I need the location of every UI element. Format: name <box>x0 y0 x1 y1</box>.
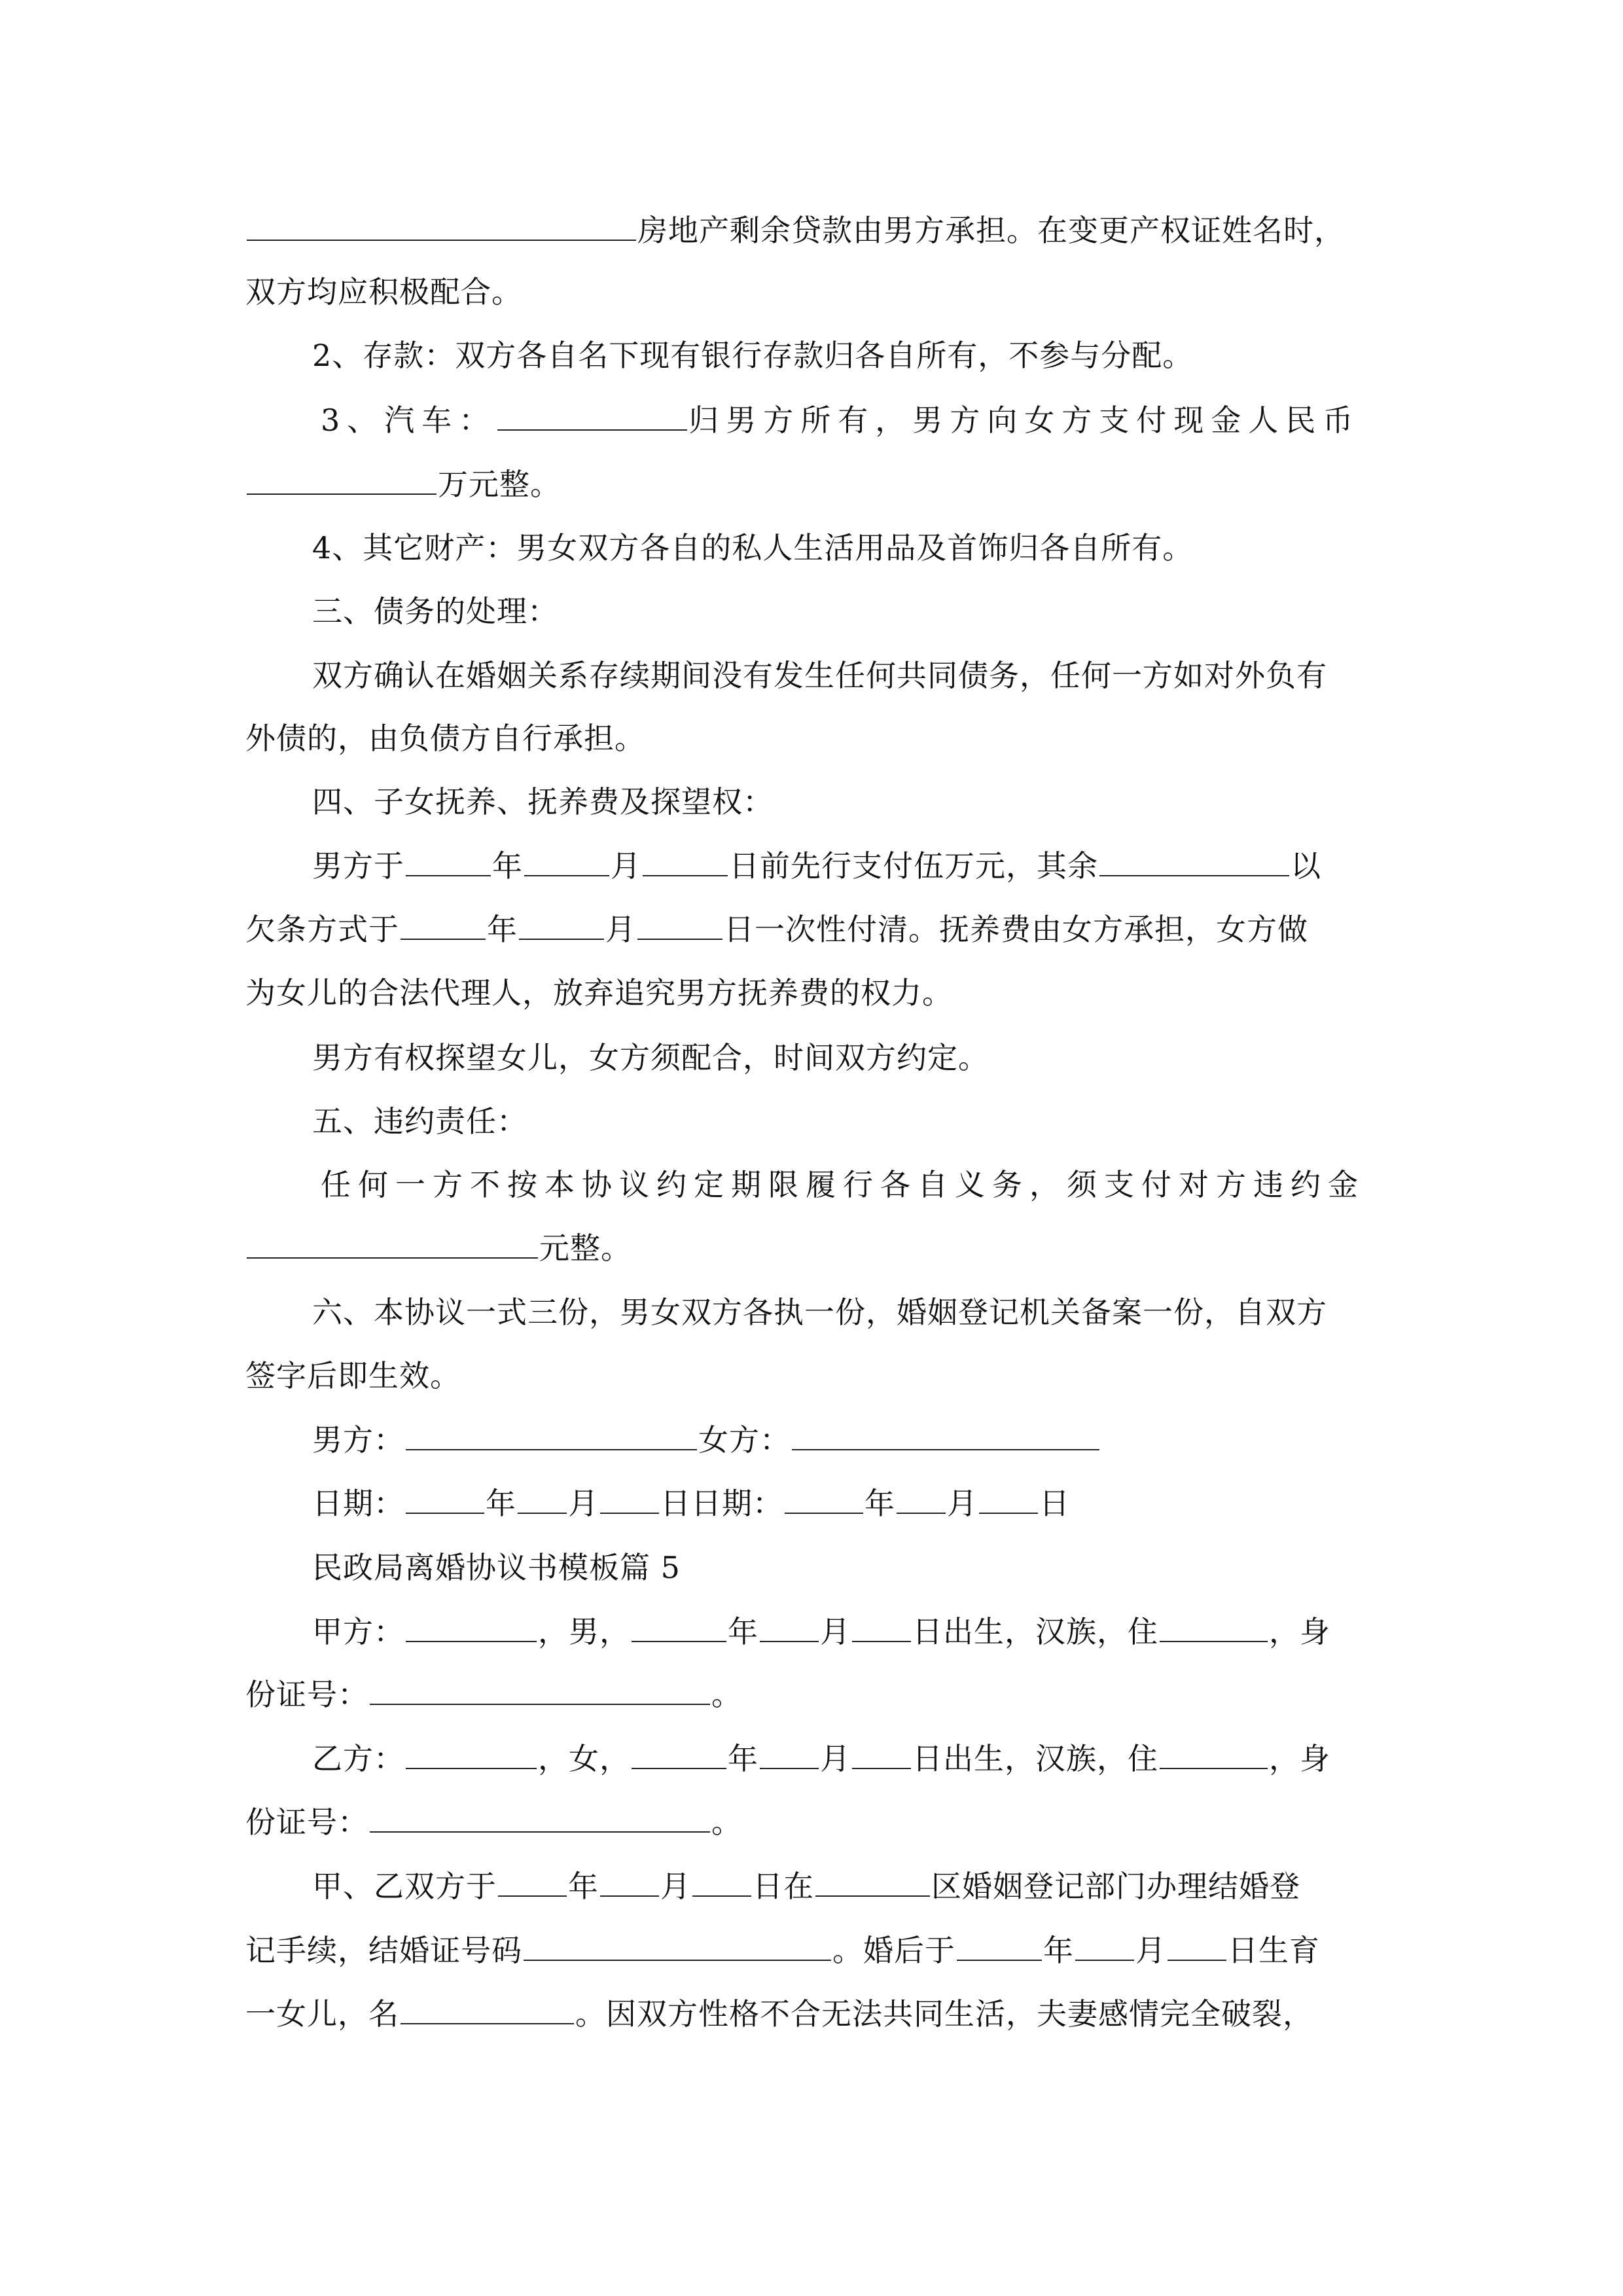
blank-field <box>406 1479 484 1514</box>
para-line-16: 任何一方不按本协议约定期限履行各自义务，须支付对方违约金 <box>321 1167 1365 1202</box>
para-line-17: 元整。 <box>245 1222 632 1274</box>
blank-field <box>760 1734 819 1769</box>
blank-field <box>600 1861 659 1897</box>
blank-field <box>643 841 728 876</box>
para-line-14: 男方有权探望女儿，女方须配合，时间双方约定。 <box>312 1040 989 1075</box>
blank-field <box>979 1479 1038 1514</box>
party-b-line: 乙方： ，女， 年 月 日出生，汉族，住 ，身 <box>312 1732 1330 1785</box>
blank-field <box>406 1734 537 1769</box>
blank-field <box>1168 1926 1226 1961</box>
blank-field <box>519 905 604 940</box>
blank-field <box>370 1797 710 1833</box>
blank-field <box>632 1734 726 1769</box>
blank-field <box>406 1607 537 1642</box>
signature-blank-female <box>792 1415 1099 1450</box>
blank-field <box>524 841 609 876</box>
para-line-3: 2、存款：双方各自名下现有银行存款归各自所有，不参与分配。 <box>312 338 1194 373</box>
para-line-9: 外债的，由负债方自行承担。 <box>245 721 645 756</box>
blank-field <box>1160 1607 1268 1642</box>
para-line-12: 欠条方式于 年 月 日一次性付清。抚养费由女方承担，女方做 <box>245 903 1308 956</box>
blank-field <box>518 1479 567 1514</box>
party-a-id-line: 份证号： 。 <box>245 1668 742 1721</box>
para-line-28: 记手续，结婚证号码 。婚后于 年 月 日生育 <box>245 1924 1320 1977</box>
blank-field <box>370 1670 710 1705</box>
party-a-line: 甲方： ，男， 年 月 日出生，汉族，住 ，身 <box>312 1605 1330 1658</box>
blank-field <box>498 1861 567 1897</box>
section-heading-children: 四、子女抚养、抚养费及探望权： <box>312 784 774 819</box>
para-line-18: 六、本协议一式三份，男女双方各执一份，婚姻登记机关备案一份，自双方 <box>312 1295 1327 1330</box>
blank-field <box>247 459 437 495</box>
para-line-27: 甲、乙双方于 年 月 日在 区婚姻登记部门办理结婚登 <box>312 1860 1300 1912</box>
signature-line: 男方： 女方： <box>312 1414 1101 1466</box>
para-line-2: 双方均应积极配合。 <box>245 274 522 310</box>
section-heading-debts: 三、债务的处理： <box>312 594 558 629</box>
template-title: 民政局离婚协议书模板篇 5 <box>312 1550 681 1585</box>
para-line-8: 双方确认在婚姻关系存续期间没有发生任何共同债务，任何一方如对外负有 <box>312 658 1327 693</box>
blank-field <box>1075 1926 1134 1961</box>
blank-field <box>247 1223 538 1259</box>
blank-field <box>401 905 486 940</box>
blank-field <box>852 1607 911 1642</box>
date-line: 日期： 年 月 日日期： 年 月 日 <box>312 1477 1070 1530</box>
blank-field <box>637 905 722 940</box>
blank-field <box>247 206 636 241</box>
para-line-6: 4、其它财产：男女双方各自的私人生活用品及首饰归各自所有。 <box>312 530 1194 565</box>
para-line-5: 万元整。 <box>245 458 561 511</box>
para-line-4: 3、汽车： 归男方所有，男方向女方支付现金人民币 <box>321 394 1360 446</box>
blank-field <box>957 1926 1042 1961</box>
party-b-id-line: 份证号： 。 <box>245 1796 742 1848</box>
para-line-13: 为女儿的合法代理人，放弃追究男方抚养费的权力。 <box>245 975 953 1011</box>
blank-field <box>401 1989 574 2024</box>
para-line-19: 签字后即生效。 <box>245 1358 461 1393</box>
section-heading-breach: 五、违约责任： <box>312 1103 527 1139</box>
blank-field <box>1099 841 1289 876</box>
para-line-11: 男方于 年 月 日前先行支付伍万元，其余 以 <box>312 840 1321 892</box>
blank-field <box>897 1479 946 1514</box>
blank-field <box>760 1607 819 1642</box>
blank-field <box>524 1926 831 1961</box>
blank-field <box>785 1479 863 1514</box>
blank-field <box>497 395 687 431</box>
blank-field <box>1160 1734 1268 1769</box>
blank-field <box>406 841 491 876</box>
para-line-1: 房地产剩余贷款由男方承担。在变更产权证姓名时， <box>245 204 1345 257</box>
signature-blank-male <box>406 1415 697 1450</box>
blank-field <box>852 1734 911 1769</box>
blank-field <box>600 1479 659 1514</box>
blank-field <box>815 1861 930 1897</box>
para-line-29: 一女儿，名 。因双方性格不合无法共同生活，夫妻感情完全破裂， <box>245 1988 1313 2040</box>
blank-field <box>632 1607 726 1642</box>
blank-field <box>692 1861 751 1897</box>
